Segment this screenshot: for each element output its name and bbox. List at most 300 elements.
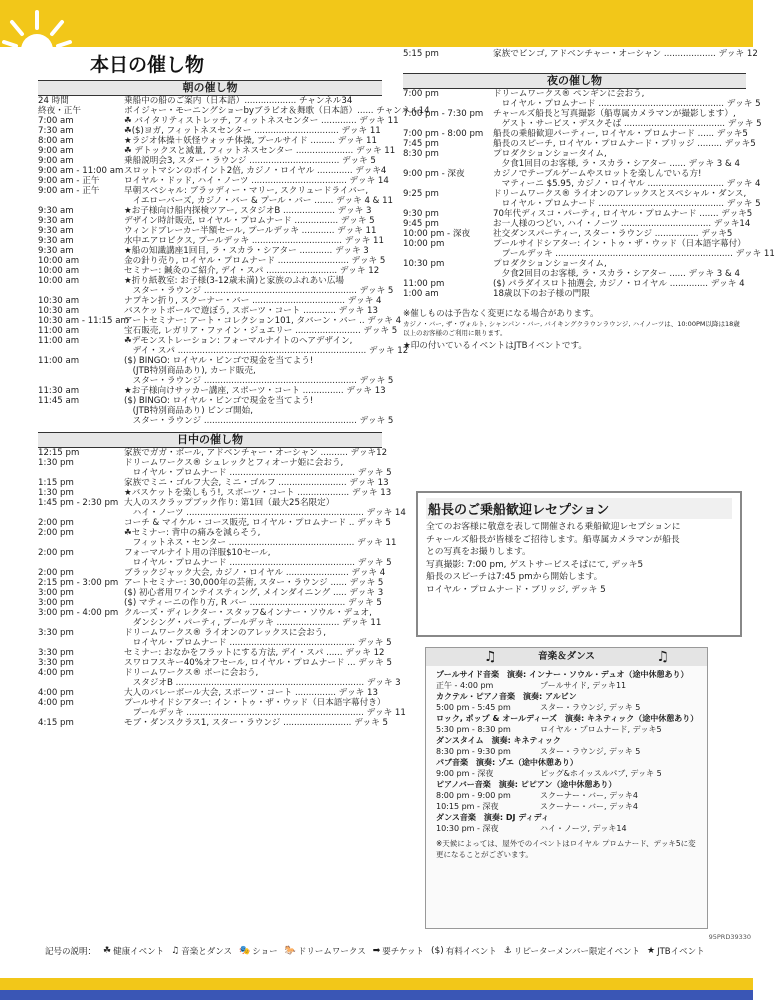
music-row — [426, 680, 707, 691]
list-item — [38, 146, 396, 156]
event-desc: ロイヤル・プロムナード .............................................. デッキ 5 — [124, 558, 392, 568]
event-desc: ゲスト・サービス・デスクそば ..................................... デッキ 5 — [493, 119, 762, 129]
event-desc: ロイヤル・プロムナード .............................................. デッキ 5 — [493, 99, 761, 109]
legend-label: 要チケット — [382, 947, 425, 957]
list-item — [38, 658, 392, 668]
event-time: 9:00 am — [38, 146, 74, 156]
list-item — [38, 236, 382, 246]
list-item — [403, 189, 746, 199]
event-desc: 金の針り売り, ロイヤル・プロムナード .......................... デッキ 5 — [124, 256, 386, 266]
notes — [403, 309, 746, 352]
list-item — [403, 149, 746, 159]
list-item: 5:15 pm 家族でビンゴ, アドベンチャー・オーシャン ................... デッキ 12 — [403, 49, 758, 59]
event-time — [38, 508, 124, 518]
event-desc: ★船の知識講座1回目, ラ・スカラ・シアター ............ デッキ 3 — [124, 246, 369, 256]
music-time: 10:15 pm - 深夜 — [436, 802, 499, 811]
list-item — [403, 269, 746, 279]
reception-line: ロイヤル・プロムナード・ブリッジ, デッキ 5 — [426, 584, 606, 595]
legend-item — [504, 945, 640, 957]
list-item — [403, 109, 746, 119]
reception-line: 船長のスピーチは7:45 pmから開始します。 — [426, 572, 603, 582]
event-time: 1:15 pm — [38, 478, 74, 488]
event-time — [38, 406, 124, 416]
event-time: 4:00 pm — [38, 668, 74, 678]
legend-icon: ⚓ — [503, 946, 512, 956]
event-desc: モブ・ダンスクラス1, スター・ラウンジ ......................... デッキ 5 — [124, 718, 388, 728]
event-time: 2:00 pm — [38, 548, 74, 558]
list-item — [38, 416, 394, 426]
event-time — [403, 269, 493, 279]
music-row — [426, 735, 707, 746]
event-time — [38, 708, 124, 718]
music-row — [426, 757, 707, 768]
event-time — [38, 468, 124, 478]
event-time: 10:00 pm - 深夜 — [403, 229, 471, 239]
list-item — [38, 508, 406, 518]
event-time: 4:15 pm — [38, 718, 74, 728]
event-desc: ($) 初心者用ワインテイスティング, メインダイニング ..... デッキ 3 — [124, 588, 384, 598]
list-item — [403, 99, 761, 109]
legend-label: 音楽とダンス — [181, 947, 233, 957]
event-desc: 家族でガガ・ボール, アドベンチャー・オーシャン .......... デッキ12 — [124, 448, 388, 458]
list-item — [403, 139, 756, 149]
top-banner — [0, 0, 753, 47]
event-desc: スタジオB ..................................................................... デッキ 3 — [124, 678, 401, 688]
reception-line: 写真撮影: 7:00 pm, ゲストサービスそばにて, デッキ5 — [426, 559, 644, 570]
event-time: 11:00 am — [38, 356, 80, 366]
event-time: 4:00 pm — [38, 688, 74, 698]
event-time: 9:30 pm — [403, 209, 439, 219]
list-item — [38, 356, 382, 366]
event-desc: プールサイドシアター: イン・トゥ・ザ・ウッド（日本語字幕付） — [493, 239, 746, 249]
event-desc: ★バスケットを楽しもう!, スポーツ・コート ................... デッキ 13 — [124, 488, 392, 498]
afternoon-heading: 日中の催し物 — [38, 432, 382, 448]
event-time: 10:30 am — [38, 306, 80, 316]
music-venue: プールサイド, デッキ11 — [540, 681, 627, 690]
event-time — [403, 119, 493, 129]
event-desc: 家族でミニ・ゴルフ大会, ミニ・ゴルフ ......................... デッキ 13 — [124, 478, 389, 488]
event-time: 2:15 pm - 3:00 pm — [38, 578, 119, 588]
music-note: ※天候によっては、屋外でのイベントはロイヤル プロムナード、デッキ5に変更になることがございます。 — [436, 839, 696, 859]
list-item — [38, 648, 385, 658]
music-row — [426, 801, 707, 812]
reception-line: チャールズ船長が皆様をご招待します。船専属カメラマンが船長 — [426, 534, 680, 545]
event-time: 1:30 pm — [38, 458, 74, 468]
event-time: 10:30 am - 11:15 am — [38, 316, 129, 326]
legend-label: ショー — [252, 947, 278, 957]
event-time — [38, 416, 124, 426]
list-item — [38, 136, 382, 146]
music-row — [426, 790, 707, 801]
list-item — [38, 598, 382, 608]
event-time: 4:00 pm — [38, 698, 74, 708]
event-desc: (JTB特別商品あり), カード販売, — [124, 366, 256, 376]
event-desc: 夕食2回目のお客様, ラ・スカラ・シアター ...... デッキ 3 & 4 — [493, 269, 740, 279]
legend-item — [103, 945, 164, 957]
music-row — [426, 724, 707, 735]
event-desc: スロットマシンのポイント2倍, カジノ・ロイヤル ............. デッキ4 — [124, 166, 387, 176]
event-time: 24 時間 — [38, 96, 69, 106]
event-desc: 70年代ディスコ・パーティ, ロイヤル・プロムナード ....... デッキ5 — [493, 209, 753, 219]
legend — [45, 945, 705, 957]
list-item — [403, 159, 746, 169]
event-desc: 宝石販売, レガリア・ファイン・ジュエリー ........................ デッキ 5 — [124, 326, 398, 336]
list-item — [38, 698, 386, 708]
music-time: ロック, ポップ & オールディーズ 演奏: キネティック（途中休憩あり） — [436, 714, 699, 723]
list-item — [38, 718, 388, 728]
music-row — [426, 691, 707, 702]
event-desc: クルーズ・ディレクター・スタッフ&インナー・ソウル・デュオ, — [124, 608, 372, 618]
legend-items — [103, 945, 705, 957]
list-item — [38, 316, 402, 326]
music-time: 9:00 pm - 深夜 — [436, 769, 494, 778]
event-time: 1:30 pm — [38, 488, 74, 498]
event-time — [403, 99, 493, 109]
music-venue: スター・ラウンジ, デッキ 5 — [540, 747, 641, 756]
list-item — [38, 558, 392, 568]
event-desc: スター・ラウンジ ........................................................ デッキ 5 — [124, 286, 394, 296]
legend-icon: 🎭 — [239, 946, 251, 956]
event-time: 10:00 am — [38, 266, 80, 276]
legend-label: 有料イベント — [445, 947, 497, 957]
list-item — [38, 538, 397, 548]
reception-title: 船長のご乗船歓迎レセプション — [426, 498, 732, 519]
event-time: 9:30 am — [38, 226, 74, 236]
music-row — [426, 812, 707, 823]
list-item — [38, 668, 382, 678]
event-time: 2:00 pm — [38, 568, 74, 578]
evening-list — [403, 89, 775, 299]
event-time: 9:30 am — [38, 206, 74, 216]
list-item — [38, 478, 389, 488]
legend-icon: ➡ — [372, 946, 381, 956]
bottom-stripe — [0, 990, 753, 1000]
note-age: カジノ・バー, ザ・ヴォルト, シャンパン・バー, バイキングクラウンラウンジ, ハイノーツは、10:00PM以降は18歳以上のお客様のご利用に限ります。 — [403, 320, 740, 337]
event-desc: セミナー: おなかをフラットにする方法, デイ・スパ ...... デッキ 12 — [124, 648, 385, 658]
list-item — [38, 548, 382, 558]
event-desc: 早朝スペシャル: ブラッディー・マリー, スクリュードライバー, — [124, 186, 369, 196]
event-time: 7:00 pm - 7:30 pm — [403, 109, 484, 119]
event-time: 7:00 pm — [403, 89, 439, 99]
event-time — [38, 376, 124, 386]
list-item — [38, 528, 382, 538]
list-item — [38, 126, 382, 136]
music-venue: ピッグ&ホイッスルパブ, デッキ 5 — [540, 769, 662, 778]
music-time: パブ音楽 演奏: ゾエ（途中休憩あり） — [436, 758, 578, 767]
music-time: カクテル・ピアノ音楽 演奏: アルビン — [436, 692, 577, 701]
list-item — [38, 326, 398, 336]
music-heading: ♫ 音楽＆ダンス ♫ — [426, 648, 707, 666]
music-row — [426, 823, 707, 834]
event-time — [38, 196, 124, 206]
event-time — [38, 638, 124, 648]
list-item — [403, 279, 746, 289]
legend-item — [373, 945, 424, 957]
event-desc: 夕食1回目のお客様, ラ・スカラ・シアター ...... デッキ 3 & 4 — [493, 159, 740, 169]
event-desc: ナプキン折り, スクーナー・バー .................................. デッキ 4 — [124, 296, 382, 306]
music-time: 10:30 pm - 深夜 — [436, 824, 499, 833]
list-item — [38, 578, 382, 588]
event-time: 3:30 pm — [38, 628, 74, 638]
list-item — [403, 199, 761, 209]
event-desc: 水中エアロビクス, プールデッキ ................................. デッキ 11 — [124, 236, 384, 246]
event-desc: プールサイドシアター: イン・トゥ・ザ・ウッド（日本語字幕付き） — [124, 698, 386, 708]
event-time: 9:30 am — [38, 236, 74, 246]
event-desc: ☘セミナー: 背中の痛みを減らそう, — [124, 528, 261, 538]
event-time — [403, 199, 493, 209]
event-time: 11:00 am — [38, 336, 80, 346]
event-desc: ハイ・ノーツ ................................................................. デッキ 14 — [124, 508, 406, 518]
list-item — [38, 678, 401, 688]
event-time: 8:00 am — [38, 136, 74, 146]
event-time — [38, 678, 124, 688]
list-item — [38, 386, 386, 396]
list-item — [38, 166, 387, 176]
list-item — [38, 336, 382, 346]
list-item — [38, 458, 382, 468]
list-item — [38, 588, 382, 598]
event-time — [38, 558, 124, 568]
legend-title: 記号の説明： — [45, 947, 97, 957]
music-dance-box — [425, 647, 708, 929]
event-time: 3:00 pm - 4:00 pm — [38, 608, 119, 618]
event-desc: スワロフスキー40%オフセール, ロイヤル・プロムナード ... デッキ 5 — [124, 658, 392, 668]
list-item — [38, 406, 382, 416]
event-time: 2:00 pm — [38, 518, 74, 528]
event-time: 2:00 pm — [38, 528, 74, 538]
music-note-icon: ♫ — [656, 649, 669, 665]
legend-icon: ($) — [431, 946, 444, 956]
event-desc: ☘デモンストレーション: フォーマルナイトのヘアデザイン, — [124, 336, 353, 346]
music-time: 5:30 pm - 8:30 pm — [436, 725, 511, 734]
music-row — [426, 713, 707, 724]
event-desc: ★折り紙教室: お子様(3-12歳未満)と家族のふれあい広場 — [124, 276, 345, 286]
event-time: 7:00 am — [38, 116, 74, 126]
list-item — [403, 209, 753, 219]
event-time: 9:00 am — [38, 156, 74, 166]
event-time: 終夜・正午 — [38, 106, 81, 116]
legend-item — [239, 945, 278, 957]
event-desc: ドリームワークス® ポーに会おう, — [124, 668, 259, 678]
list-item — [38, 296, 382, 306]
list-item — [38, 96, 382, 106]
event-desc: アートセミナー: アート・コレクション101, タバーン・バー .. デッキ 4 — [124, 316, 402, 326]
event-desc: ★ラジオ体操＋妖怪ウォッチ体操, プールサイド ......... デッキ 11 — [124, 136, 377, 146]
legend-label: 健康イベント — [113, 947, 165, 957]
legend-item — [647, 945, 705, 957]
music-venue: スクーナー・バー, デッキ4 — [540, 791, 639, 800]
list-item — [38, 468, 392, 478]
list-item — [403, 179, 761, 189]
music-time: プールサイド音楽 演奏: インナー・ソウル・デュオ（途中休憩あり） — [436, 670, 689, 679]
legend-item — [285, 945, 366, 957]
music-row — [426, 779, 707, 790]
music-time: 8:30 pm - 9:30 pm — [436, 747, 511, 756]
list-item — [38, 638, 392, 648]
event-desc: ★お子様向け船内探検ツアー, スタジオB ................... デッキ 3 — [124, 206, 372, 216]
event-time: 9:30 am — [38, 246, 74, 256]
event-desc: バスケットボールで遊ぼう, スポーツ・コート ............ デッキ 13 — [124, 306, 378, 316]
event-desc: 18歳以下のお子様の門限 — [493, 289, 590, 299]
event-time: 10:00 pm — [403, 239, 445, 249]
music-venue: スター・ラウンジ, デッキ 5 — [540, 703, 641, 712]
event-time: 9:00 pm - 深夜 — [403, 169, 465, 179]
music-time: 5:00 pm - 5:45 pm — [436, 703, 511, 712]
legend-icon: ☘ — [103, 946, 112, 956]
event-desc: ロイヤル・プロムナード .............................................. デッキ 5 — [493, 199, 761, 209]
event-desc: フォーマルナイト用の洋服$10セール, — [124, 548, 271, 558]
event-time: 10:00 am — [38, 276, 80, 286]
right-column — [403, 49, 775, 352]
legend-icon: ★ — [647, 946, 656, 956]
list-item — [38, 518, 391, 528]
event-time: 3:00 pm — [38, 598, 74, 608]
reception-box — [416, 491, 742, 637]
music-row — [426, 746, 707, 757]
list-item — [403, 89, 746, 99]
event-time: 10:30 am — [38, 296, 80, 306]
event-desc: ドリームワークス® ライオンのアレックスに会おう, — [124, 628, 327, 638]
event-time — [38, 286, 124, 296]
list-item — [38, 708, 406, 718]
list-item — [38, 196, 394, 206]
list-item — [38, 226, 382, 236]
event-time — [403, 179, 493, 189]
event-desc: フィットネス・センター .............................................. デッキ 11 — [124, 538, 397, 548]
event-desc: カジノでテーブルゲームやスロットを楽しんでいる方! — [493, 169, 702, 179]
event-desc: プロダクションショータイム, — [493, 149, 607, 159]
list-item — [38, 628, 382, 638]
event-desc: 船長のスピーチ, ロイヤル・プロムナード・ブリッジ ......... デッキ5 — [493, 139, 756, 149]
event-time: 11:00 am — [38, 326, 80, 336]
event-time: 11:45 am — [38, 396, 80, 406]
event-desc: 大人のバレーボール大会, スポーツ・コート ............... デッキ 13 — [124, 688, 378, 698]
music-note-icon: ♫ — [484, 649, 497, 665]
event-time — [38, 346, 124, 356]
event-time — [38, 618, 124, 628]
event-desc: イエローバーズ, カジノ・バー & プール・バー ....... デッキ 4 & 11 — [124, 196, 394, 206]
legend-label: リピーターメンバー限定イベント — [513, 947, 641, 957]
event-desc: スター・ラウンジ ........................................................ デッキ 5 — [124, 376, 394, 386]
list-item — [403, 249, 775, 259]
event-time: 12:15 pm — [38, 448, 80, 458]
legend-icon: 🐎 — [284, 946, 296, 956]
list-item — [38, 396, 382, 406]
event-desc: 大人のスクラップブック作り: 第1回（最大25名限定） — [124, 498, 335, 508]
event-time: 3:30 pm — [38, 658, 74, 668]
event-desc: 社交ダンスパーティー, スター・ラウンジ ................ デッキ5 — [493, 229, 733, 239]
list-item — [38, 216, 382, 226]
event-time: 9:00 am - 正午 — [38, 186, 100, 196]
event-desc: 乗船説明会3, スター・ラウンジ ................................. デッキ 5 — [124, 156, 376, 166]
list-item — [38, 618, 382, 628]
event-desc: ロイヤル・プロムナード .............................................. デッキ 5 — [124, 468, 392, 478]
event-desc: セミナー: 鍼灸のご紹介, デイ・スパ .......................... デッキ 12 — [124, 266, 380, 276]
event-time: 1:45 pm - 2:30 pm — [38, 498, 119, 508]
event-time: 7:30 am — [38, 126, 74, 136]
music-time: 正午 - 4:00 pm — [436, 681, 494, 690]
event-desc: ウィンドブレーカー半額セール, プールデッキ ............ デッキ 11 — [124, 226, 377, 236]
legend-label: JTBイベント — [657, 947, 705, 957]
doc-code: 95PRD39330 — [708, 933, 751, 941]
event-desc: スター・ラウンジ ........................................................ デッキ 5 — [124, 416, 394, 426]
event-time: 9:30 am — [38, 216, 74, 226]
music-list — [426, 666, 707, 834]
event-time: 10:30 pm — [403, 259, 445, 269]
event-time: 9:45 pm — [403, 219, 439, 229]
event-time: 3:30 pm — [38, 648, 74, 658]
list-item — [403, 219, 751, 229]
event-time: 11:30 am — [38, 386, 80, 396]
sun-icon — [2, 6, 72, 50]
music-row — [426, 768, 707, 779]
event-desc: プロダクションショータイム, — [493, 259, 607, 269]
legend-item — [431, 945, 497, 957]
event-desc: ドリームワークス® ペンギンに会おう, — [493, 89, 645, 99]
event-desc: デイ・スパ ..................................................................... デッキ 12 — [124, 346, 409, 356]
event-desc: ブラックジャック大会, カジノ・ロイヤル ....................... デッキ 4 — [124, 568, 386, 578]
list-item — [38, 608, 382, 618]
event-desc: チャールズ船長と写真撮影（船専属カメラマンが撮影します）, — [493, 109, 736, 119]
event-desc: ($) BINGO: ロイヤル・ビンゴで現金を当てよう! — [124, 356, 314, 366]
music-venue: ハイ・ノーツ, デッキ14 — [540, 824, 627, 833]
list-item — [38, 498, 382, 508]
evening-heading: 夜の催し物 — [403, 73, 746, 89]
event-desc: マティーニ $5.95, カジノ・ロイヤル ............................ デッキ 4 — [493, 179, 761, 189]
list-item — [38, 186, 382, 196]
event-time: 11:00 pm — [403, 279, 445, 289]
event-desc: ボイジャー・モーニングショーbyブラビオ＆舞歌（日本語）...... チャンネル14 — [124, 106, 430, 116]
event-desc: アートセミナー: 30,000年の芸術, スター・ラウンジ ...... デッキ 5 — [124, 578, 384, 588]
event-time: 7:45 pm — [403, 139, 439, 149]
event-desc: コーチ & マイケル・コース販売, ロイヤル・プロムナード .. デッキ 5 — [124, 518, 391, 528]
list-item — [38, 568, 386, 578]
event-desc: ドリームワークス® シュレックとフィオーナ姫に会おう, — [124, 458, 344, 468]
music-row — [426, 702, 707, 713]
event-time: 9:25 pm — [403, 189, 439, 199]
event-time: 7:00 pm - 8:00 pm — [403, 129, 484, 139]
music-time: ダンスタイム 演奏: キネティック — [436, 736, 561, 745]
list-item — [38, 276, 382, 286]
event-desc: ドリームワークス® ライオンのアレックスとスペシャル・ダンス, — [493, 189, 747, 199]
music-time: ピアノバー音楽 演奏: ピピアン（途中休憩あり） — [436, 780, 617, 789]
event-time — [38, 366, 124, 376]
event-desc: ($) パラダイスロト抽選会, カジノ・ロイヤル .............. デッキ 4 — [493, 279, 745, 289]
event-time: 9:00 am - 11:00 am — [38, 166, 124, 176]
music-venue: ロイヤル・プロムナード, デッキ5 — [540, 725, 662, 734]
event-desc: ロイヤル・ドッド, ハイ・ノーツ ................................... デッキ 14 — [124, 176, 389, 186]
list-item — [403, 169, 746, 179]
list-item — [38, 266, 382, 276]
list-item — [38, 116, 399, 126]
list-item — [38, 688, 382, 698]
event-desc: (JTB特別商品あり) ビンゴ開始, — [124, 406, 253, 416]
list-item — [403, 129, 746, 139]
list-item — [403, 289, 746, 299]
event-desc: ($) マティーニの作り方, R バー ................................... デッキ 5 — [124, 598, 382, 608]
event-desc: 乗船中の船のご案内（日本語）................... チャンネル34 — [124, 96, 353, 106]
list-item — [38, 256, 386, 266]
event-desc: ($) BINGO: ロイヤル・ビンゴで現金を当てよう! — [124, 396, 314, 406]
event-desc: ☘($)ヨガ, フィットネスセンター ............................... デッキ 11 — [124, 126, 381, 136]
legend-icon: ♫ — [171, 946, 180, 956]
event-desc: ☘ バイタリティストレッチ, フィットネスセンター ............. デッキ 11 — [124, 116, 399, 126]
note-jtb: ★印の付いているイベントはJTBイベントです。 — [403, 341, 587, 351]
event-desc: ロイヤル・プロムナード .............................................. デッキ 5 — [124, 638, 392, 648]
event-desc: 船長の乗船歓迎パーティー, ロイヤル・プロムナード ...... デッキ5 — [493, 129, 748, 139]
event-desc: お一人様のつどい, ハイ・ノーツ ................................. デッキ14 — [493, 219, 751, 229]
list-item — [38, 106, 430, 116]
